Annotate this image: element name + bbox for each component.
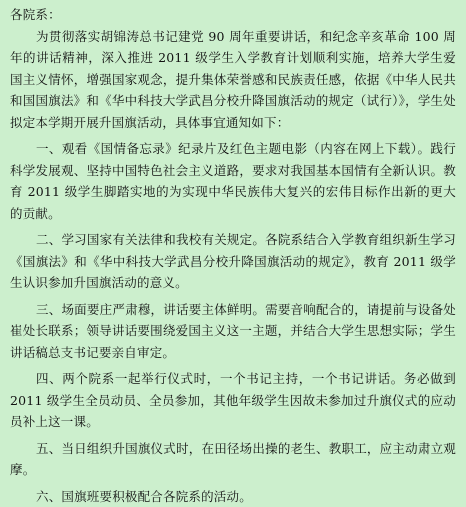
- item-4-paragraph: 四、两个院系一起举行仪式时，一个书记主持，一个书记讲话。务必做到 2011 级学生全员动员、全员参加，其他年级学生因故未参加过升旗仪式的应动员补上这一课。: [10, 368, 456, 433]
- item-2-paragraph: 二、学习国家有关法律和我校有关规定。各院系结合入学教育组织新生学习《国旗法》和《华中科技大学武昌分校升降国旗活动的规定》，教育 2011 级学生认识参加升国旗活动的意义。: [10, 229, 456, 294]
- item-3-paragraph: 三、场面要庄严肃穆，讲话要主体鲜明。需要音响配合的，请提前与设备处崔处长联系；领导讲话要围绕爱国主义这一主题，并结合大学生思想实际；学生讲话稿总支书记要亲自审定。: [10, 299, 456, 364]
- item-5-paragraph: 五、当日组织升国旗仪式时，在田径场出操的老生、教职工，应主动肃立观摩。: [10, 438, 456, 481]
- item-6-paragraph: 六、国旗班要积极配合各院系的活动。: [10, 486, 456, 507]
- item-1-paragraph: 一、观看《国情备忘录》纪录片及红色主题电影（内容在网上下载）。践行科学发展观、坚持中国特色社会主义道路，要求对我国基本国情有全新认识。教育 2011 级学生脚踏实地的为实现中华民族伟大复兴的宏伟目标作出新的更大的贡献。: [10, 138, 456, 224]
- intro-paragraph: 为贯彻落实胡锦涛总书记建党 90 周年重要讲话，和纪念辛亥革命 100 周年的讲话精神，深入推进 2011 级学生入学教育计划顺利实施，培养大学生爱国主义情怀，增强国家观念，提升集体荣誉感和民族责任感，依据《中华人民共和国国旗法》和《华中科技大学武昌分校升降国旗活动的规定（试行）》，学生处拟定本学期开展升国旗活动，具体事宜通知如下：: [10, 26, 456, 134]
- salutation: 各院系：: [10, 4, 456, 26]
